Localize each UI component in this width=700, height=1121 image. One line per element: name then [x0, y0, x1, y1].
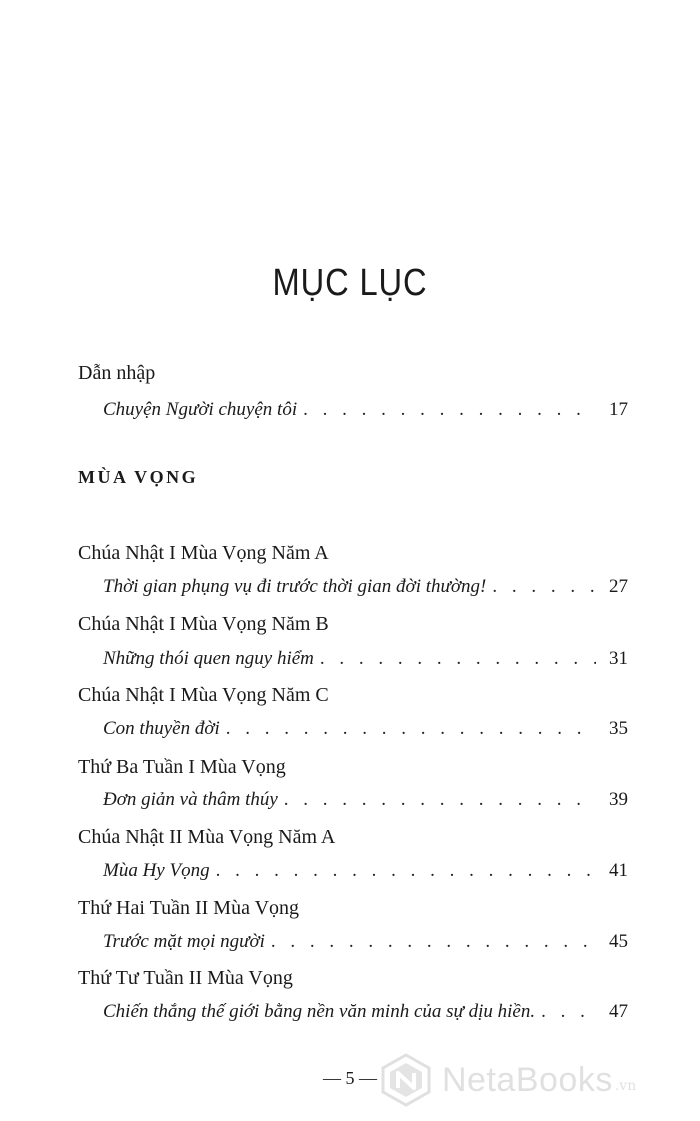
dot-leader: [226, 718, 596, 740]
toc-entry-sub-row: [103, 648, 628, 670]
intro-page-number: 17: [609, 399, 628, 420]
toc-title: MỤC LỤC: [272, 262, 428, 304]
toc-entry-sub-row: [103, 718, 628, 740]
dot-leader: [303, 399, 596, 421]
intro-heading: Dẫn nhập: [78, 362, 156, 384]
toc-entry-title: Chúa Nhật II Mùa Vọng Năm A: [78, 826, 336, 848]
toc-entry-page-number: 41: [609, 860, 628, 881]
toc-entry-title: Thứ Hai Tuần II Mùa Vọng: [78, 897, 300, 919]
toc-entry-page-number: 35: [609, 718, 628, 739]
dot-leader: [271, 931, 596, 953]
dot-leader: [284, 789, 596, 811]
toc-entry-page-number: 45: [609, 931, 628, 952]
toc-entry-sub-title: Thời gian phụng vụ đi trước thời gian đời thường!: [103, 576, 487, 597]
toc-entry-sub-title: Đơn giản và thâm thúy: [103, 789, 278, 810]
intro-sub-row: [103, 399, 628, 421]
toc-entry-title: Chúa Nhật I Mùa Vọng Năm C: [78, 684, 329, 706]
dot-leader: [216, 860, 596, 882]
toc-entry-page-number: 31: [609, 648, 628, 669]
toc-entry-sub-title: Mùa Hy Vọng: [103, 860, 210, 881]
toc-entry-sub-row: [103, 860, 628, 882]
toc-entry-sub-title: Con thuyền đời: [103, 718, 220, 739]
dot-leader: [492, 576, 596, 598]
toc-entry-page-number: 27: [609, 576, 628, 597]
toc-entry-sub-title: Những thói quen nguy hiểm: [103, 648, 314, 669]
toc-entry-sub-row: [103, 931, 628, 953]
toc-entry-page-number: 39: [609, 789, 628, 810]
watermark-brand: NetaBooks: [442, 1060, 613, 1099]
toc-entry-sub-row: [103, 1001, 628, 1023]
toc-entry-title: Thứ Tư Tuần II Mùa Vọng: [78, 967, 293, 989]
toc-entry-sub-row: [103, 789, 628, 811]
netabooks-logo-icon: [378, 1052, 434, 1108]
section-heading: MÙA VỌNG: [78, 467, 199, 487]
dot-leader: [320, 648, 596, 670]
toc-entry-page-number: 47: [609, 1001, 628, 1022]
page-number: — 5 —: [323, 1068, 377, 1088]
toc-entry-sub-title: Chiến thắng thế giới bằng nền văn minh của sự dịu hiền.: [103, 1001, 536, 1022]
watermark-suffix: .vn: [614, 1078, 637, 1094]
watermark: [378, 1050, 698, 1110]
toc-entry-title: Chúa Nhật I Mùa Vọng Năm B: [78, 613, 329, 635]
toc-entry-sub-row: [103, 576, 628, 598]
toc-entry-title: Chúa Nhật I Mùa Vọng Năm A: [78, 542, 329, 564]
toc-entry-title: Thứ Ba Tuần I Mùa Vọng: [78, 756, 286, 778]
dot-leader: [541, 1001, 596, 1023]
intro-sub-title: Chuyện Người chuyện tôi: [103, 399, 298, 420]
toc-entry-sub-title: Trước mặt mọi người: [103, 931, 265, 952]
